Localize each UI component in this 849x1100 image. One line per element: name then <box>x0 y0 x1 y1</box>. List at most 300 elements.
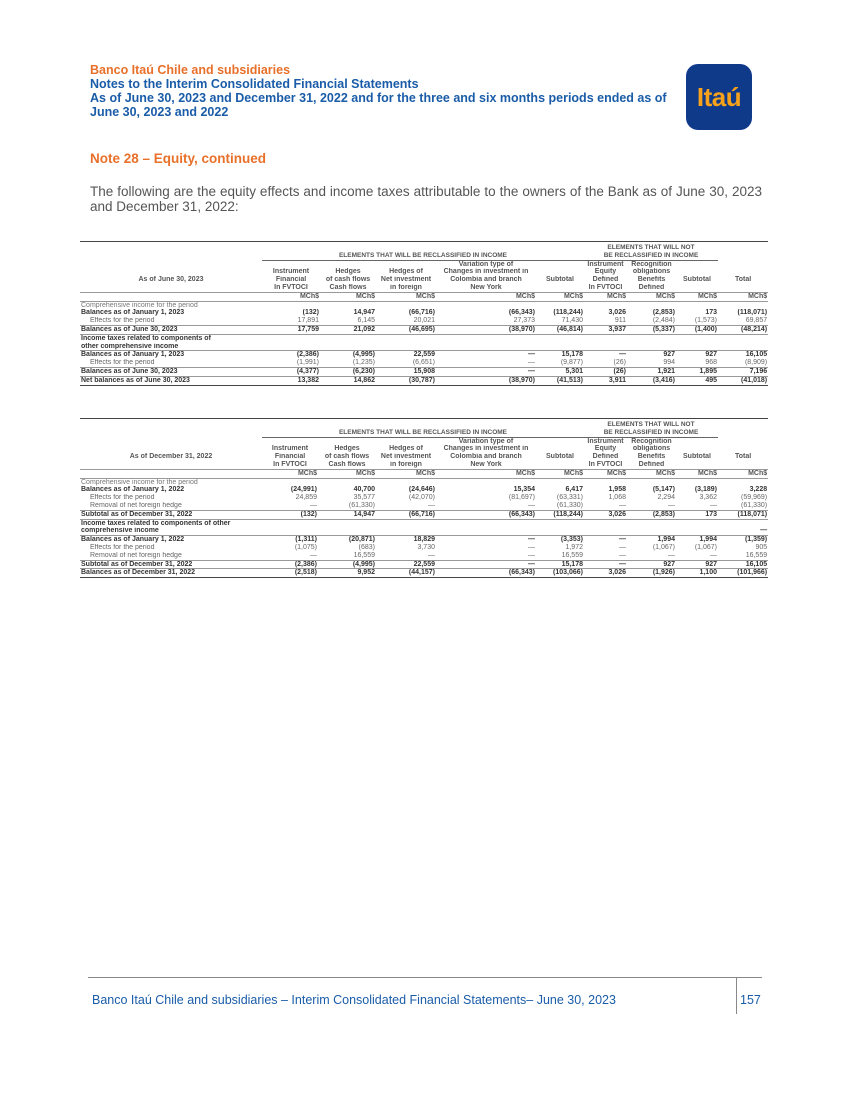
column-header-5 <box>536 437 584 445</box>
column-header-7: obligations <box>632 268 671 276</box>
value-cell: (5,337) <box>627 325 676 334</box>
column-header-row <box>80 268 768 276</box>
table-row <box>80 510 768 519</box>
column-header-1: Instrument <box>271 445 309 453</box>
row-label: Income taxes related to components of <box>80 334 262 342</box>
value-cell: (1,075) <box>294 543 317 551</box>
table-row <box>80 519 768 527</box>
value-cell: 16,105 <box>718 351 768 359</box>
column-header-8 <box>676 268 718 276</box>
value-cell: 14,862 <box>320 376 376 385</box>
column-header-3 <box>376 437 436 445</box>
value-cell: (61,330) <box>741 501 768 509</box>
value-cell <box>536 527 584 535</box>
row-label: Balances as of December 31, 2022 <box>80 569 262 578</box>
value-cell <box>376 343 436 351</box>
value-cell: (118,244) <box>553 309 583 317</box>
value-cell <box>262 527 318 535</box>
value-cell: (2,386) <box>262 560 318 569</box>
table-row <box>80 486 768 494</box>
value-cell: — <box>710 551 717 559</box>
logo-text: Itaú <box>696 81 742 112</box>
table-row <box>80 317 768 325</box>
value-cell: 69,857 <box>745 317 768 325</box>
table-row <box>80 478 768 486</box>
value-cell <box>318 478 376 486</box>
column-header-3: in foreign <box>390 283 422 291</box>
row-label: Subtotal as of December 31, 2022 <box>80 510 262 519</box>
value-cell <box>676 478 718 486</box>
unit-cell: MCh$ <box>676 292 718 301</box>
footer-divider <box>736 977 737 1014</box>
column-header-row <box>80 453 768 461</box>
row-label: Income taxes related to components of other <box>80 519 262 527</box>
value-cell: 22,559 <box>376 351 436 359</box>
column-header-7: Benefits <box>637 453 666 461</box>
value-cell: (1,573) <box>694 317 717 325</box>
table-row <box>80 359 768 367</box>
unit-cell: MCh$ <box>318 469 376 478</box>
value-cell: (4,377) <box>262 367 320 376</box>
value-cell: — <box>528 359 535 367</box>
row-label: Comprehensive income for the period <box>81 478 198 486</box>
column-header-3: in foreign <box>390 460 422 468</box>
value-cell: 927 <box>627 560 676 569</box>
value-cell: 1,068 <box>608 494 626 502</box>
column-header-6: Equity <box>594 268 617 276</box>
value-cell: 927 <box>676 560 718 569</box>
value-cell: — <box>528 501 535 509</box>
column-header-2: of cash flows <box>325 276 371 284</box>
value-cell: 22,559 <box>376 560 436 569</box>
value-cell: (41,513) <box>536 376 584 385</box>
unit-cell: MCh$ <box>627 292 676 301</box>
value-cell <box>718 478 768 486</box>
group-reclassified: ELEMENTS THAT WILL BE RECLASSIFIED IN INCOME <box>262 252 584 260</box>
column-header-1 <box>262 261 320 269</box>
unit-cell: MCh$ <box>676 469 718 478</box>
column-header-8: Subtotal <box>683 276 711 284</box>
value-cell: 3,937 <box>584 325 627 334</box>
value-cell: (4,995) <box>318 560 376 569</box>
value-cell: (9,877) <box>560 359 583 367</box>
value-cell <box>536 301 584 309</box>
value-cell: — <box>584 536 627 544</box>
value-cell <box>627 478 676 486</box>
value-cell: 927 <box>676 351 718 359</box>
value-cell: 1,895 <box>676 367 718 376</box>
unit-cell: MCh$ <box>536 292 584 301</box>
unit-cell: MCh$ <box>718 469 768 478</box>
unit-cell: MCh$ <box>584 469 627 478</box>
value-cell <box>376 527 436 535</box>
value-cell: — <box>436 351 536 359</box>
value-cell: 27,373 <box>513 317 535 325</box>
column-header-8 <box>676 437 718 445</box>
column-header-1: In FVTOCI <box>273 460 307 468</box>
value-cell <box>584 334 627 342</box>
header-spacer <box>80 445 262 453</box>
value-cell: (48,214) <box>718 325 768 334</box>
column-header-7: Recognition <box>631 437 672 445</box>
column-header-9 <box>718 461 768 469</box>
value-cell <box>676 527 718 535</box>
value-cell: 5,301 <box>536 367 584 376</box>
value-cell: 9,952 <box>318 569 376 578</box>
column-header-6: Instrument <box>587 437 624 445</box>
column-header-9 <box>718 261 768 269</box>
value-cell <box>584 343 627 351</box>
group-not-reclassified-line1: ELEMENTS THAT WILL NOT <box>607 244 695 251</box>
footer-rule <box>88 977 762 978</box>
value-cell: 16,559 <box>561 551 583 559</box>
value-cell <box>376 519 436 527</box>
value-cell: — <box>619 551 626 559</box>
value-cell: (1,400) <box>676 325 718 334</box>
table-row <box>80 309 768 317</box>
equity-table-june-2023 <box>80 241 768 386</box>
unit-cell: MCh$ <box>627 469 676 478</box>
table-row <box>80 536 768 544</box>
value-cell: (101,966) <box>718 569 768 578</box>
page-number: 157 <box>740 993 761 1007</box>
value-cell: (26) <box>584 367 627 376</box>
column-header-6: Equity <box>594 445 617 453</box>
value-cell: 927 <box>627 351 676 359</box>
column-header-9: Total <box>734 276 752 284</box>
intro-paragraph: The following are the equity effects and income taxes attributable to the owners of the Bank as of June 30, 2023 and December 31, 2022: <box>90 184 762 214</box>
value-cell: (24,991) <box>290 486 317 494</box>
value-cell: (1,067) <box>652 543 675 551</box>
value-cell: 16,559 <box>353 551 375 559</box>
value-cell: (132) <box>302 309 319 317</box>
unit-cell: MCh$ <box>320 292 376 301</box>
value-cell <box>627 527 676 535</box>
value-cell: (118,244) <box>536 510 584 519</box>
value-cell: — <box>584 351 627 359</box>
table-row <box>80 569 768 578</box>
value-cell: (1,926) <box>627 569 676 578</box>
value-cell: — <box>428 551 435 559</box>
header-spacer <box>80 268 262 276</box>
row-label: Net balances as of June 30, 2023 <box>80 376 262 385</box>
column-header-4: Changes in investment in <box>443 268 529 276</box>
value-cell: 35,577 <box>353 494 375 502</box>
value-cell <box>436 301 536 309</box>
value-cell: — <box>710 501 717 509</box>
value-cell <box>262 301 320 309</box>
value-cell: (683) <box>358 543 375 551</box>
value-cell: (2,518) <box>262 569 318 578</box>
row-label: Removal of net foreign hedge <box>90 551 182 559</box>
column-header-4: New York <box>470 283 502 291</box>
value-cell: — <box>436 367 536 376</box>
column-header-row <box>80 445 768 453</box>
period-label: As of June 30, 2023 <box>138 276 204 284</box>
unit-cell: MCh$ <box>376 469 436 478</box>
value-cell: 17,759 <box>262 325 320 334</box>
value-cell <box>376 334 436 342</box>
company-name: Banco Itaú Chile and subsidiaries <box>90 63 291 77</box>
column-header-7: Recognition <box>631 260 672 268</box>
value-cell: 6,417 <box>565 486 583 494</box>
value-cell <box>436 519 536 527</box>
value-cell: (26) <box>613 359 626 367</box>
row-label: Effects for the period <box>90 317 155 325</box>
value-cell: (8,909) <box>744 359 768 367</box>
value-cell: 3,228 <box>749 486 768 494</box>
row-label: Subtotal as of December 31, 2022 <box>80 560 262 569</box>
value-cell <box>676 343 718 351</box>
column-header-8 <box>676 461 718 469</box>
table-row <box>80 351 768 359</box>
value-cell: (3,189) <box>694 486 717 494</box>
value-cell: 1,994 <box>627 536 676 544</box>
column-header-4: Variation type of <box>458 437 514 445</box>
value-cell <box>318 527 376 535</box>
value-cell: — <box>619 543 626 551</box>
column-header-6: In FVTOCI <box>588 460 623 468</box>
column-header-4: Colombia and branch <box>450 453 522 461</box>
value-cell: 994 <box>663 359 675 367</box>
value-cell <box>584 301 627 309</box>
value-cell: (118,071) <box>737 309 768 317</box>
value-cell: — <box>436 536 536 544</box>
value-cell: 6,145 <box>357 317 375 325</box>
group-reclassified: ELEMENTS THAT WILL BE RECLASSIFIED IN INCOME <box>262 429 584 437</box>
value-cell: 71,430 <box>561 317 583 325</box>
table-row <box>80 334 768 342</box>
units-row <box>80 292 768 301</box>
value-cell: (2,484) <box>652 317 675 325</box>
value-cell: — <box>668 501 675 509</box>
table-row <box>80 343 768 351</box>
value-cell: 3,026 <box>608 309 626 317</box>
value-cell: (66,343) <box>508 309 535 317</box>
unit-cell: MCh$ <box>436 292 536 301</box>
table-row <box>80 367 768 376</box>
unit-cell: MCh$ <box>436 469 536 478</box>
value-cell: (6,651) <box>412 359 435 367</box>
row-label: Comprehensive income for the period <box>81 301 198 309</box>
value-cell: (63,331) <box>556 494 583 502</box>
value-cell <box>320 301 376 309</box>
value-cell <box>376 301 436 309</box>
column-header-5 <box>536 461 584 469</box>
value-cell: 911 <box>614 317 626 325</box>
column-header-row <box>80 261 768 269</box>
value-cell: 173 <box>705 309 717 317</box>
column-header-2: Cash flows <box>328 460 366 468</box>
column-header-8 <box>676 284 718 292</box>
value-cell: 17,891 <box>297 317 319 325</box>
column-header-1: Instrument <box>272 268 310 276</box>
value-cell: — <box>528 543 535 551</box>
value-cell: 14,947 <box>318 510 376 519</box>
value-cell: (38,970) <box>436 376 536 385</box>
value-cell: 495 <box>676 376 718 385</box>
unit-cell: MCh$ <box>262 469 318 478</box>
column-header-3: Hedges of <box>389 268 423 276</box>
value-cell: 15,908 <box>376 367 436 376</box>
row-label: Effects for the period <box>90 543 155 551</box>
row-label: other comprehensive income <box>81 342 179 350</box>
value-cell: 14,947 <box>353 309 375 317</box>
column-header-row <box>80 461 768 469</box>
value-cell: 7,196 <box>718 367 768 376</box>
value-cell <box>436 343 536 351</box>
value-cell: 15,178 <box>536 351 584 359</box>
column-header-1: Financial <box>275 276 307 284</box>
value-cell <box>584 478 627 486</box>
value-cell: 968 <box>705 359 717 367</box>
column-header-7: Defined <box>638 460 665 468</box>
column-header-row <box>80 284 768 292</box>
column-header-1: In FVTOCI <box>274 283 308 291</box>
value-cell: (3,416) <box>627 376 676 385</box>
column-header-2 <box>318 437 376 445</box>
value-cell: 2,294 <box>657 494 675 502</box>
column-header-1: Financial <box>274 453 306 461</box>
column-header-4: Variation type of <box>458 260 514 268</box>
value-cell <box>676 301 718 309</box>
value-cell: 13,382 <box>262 376 320 385</box>
table-row <box>80 544 768 552</box>
notes-title: Notes to the Interim Consolidated Financial Statements <box>90 77 419 91</box>
group-not-reclassified-line2: BE RECLASSIFIED IN INCOME <box>584 429 718 437</box>
unit-cell: MCh$ <box>718 292 768 301</box>
table-row <box>80 552 768 560</box>
value-cell: (30,787) <box>376 376 436 385</box>
row-label: Balances as of January 1, 2022 <box>80 536 262 544</box>
value-cell: (2,853) <box>627 510 676 519</box>
column-header-5: Subtotal <box>546 453 574 461</box>
value-cell <box>536 334 584 342</box>
value-cell: 15,178 <box>536 560 584 569</box>
period-line-1: As of June 30, 2023 and December 31, 2022 and for the three and six months periods ended as of <box>90 91 667 105</box>
value-cell <box>718 519 768 527</box>
column-header-3: Net investment <box>380 276 432 284</box>
column-header-7: Defined <box>638 283 665 291</box>
value-cell <box>436 334 536 342</box>
value-cell: — <box>428 501 435 509</box>
value-cell: 21,092 <box>320 325 376 334</box>
equity-table-december-2022 <box>80 418 768 578</box>
value-cell <box>584 519 627 527</box>
column-header-4: New York <box>470 460 502 468</box>
value-cell <box>627 519 676 527</box>
table-row <box>80 301 768 309</box>
value-cell <box>676 519 718 527</box>
value-cell: (66,716) <box>376 510 436 519</box>
value-cell: — <box>436 560 536 569</box>
document-header <box>90 63 680 119</box>
value-cell: — <box>310 501 317 509</box>
value-cell: 16,559 <box>745 551 768 559</box>
value-cell <box>320 343 376 351</box>
row-label: Balances as of June 30, 2023 <box>80 325 262 334</box>
row-label: Balances as of January 1, 2023 <box>80 351 262 359</box>
column-header-7: Benefits <box>637 276 666 284</box>
row-label: Balances as of January 1, 2023 <box>81 309 185 317</box>
group-not-reclassified-line2: BE RECLASSIFIED IN INCOME <box>584 252 718 260</box>
value-cell: (1,359) <box>718 536 768 544</box>
column-header-9 <box>718 284 768 292</box>
value-cell <box>584 527 627 535</box>
value-cell: (1,235) <box>352 359 375 367</box>
column-header-2: Cash flows <box>329 283 367 291</box>
value-cell: 1,972 <box>565 543 583 551</box>
column-header-9: Total <box>734 453 752 461</box>
column-header-2: of cash flows <box>324 453 370 461</box>
value-cell <box>436 527 536 535</box>
column-header-5 <box>536 261 584 269</box>
unit-cell: MCh$ <box>262 292 320 301</box>
value-cell <box>436 478 536 486</box>
value-cell: 3,911 <box>584 376 627 385</box>
value-cell <box>627 343 676 351</box>
value-cell: — <box>668 551 675 559</box>
value-cell <box>262 343 320 351</box>
table-row <box>80 325 768 334</box>
value-cell: (46,695) <box>376 325 436 334</box>
column-header-8 <box>676 445 718 453</box>
value-cell <box>718 301 768 309</box>
value-cell <box>718 343 768 351</box>
column-header-6: Instrument <box>587 260 624 268</box>
value-cell: (66,343) <box>436 510 536 519</box>
value-cell: (44,157) <box>376 569 436 578</box>
value-cell: 24,859 <box>295 494 317 502</box>
column-header-6: Defined <box>592 453 619 461</box>
column-header-6: In FVTOCI <box>588 283 623 291</box>
value-cell: — <box>760 527 768 535</box>
column-header-5 <box>536 268 584 276</box>
value-cell <box>718 334 768 342</box>
value-cell: 173 <box>676 510 718 519</box>
column-header-3: Hedges of <box>389 445 423 453</box>
column-header-9 <box>718 437 768 445</box>
value-cell <box>676 334 718 342</box>
column-header-3: Net investment <box>380 453 432 461</box>
value-cell: 905 <box>755 543 768 551</box>
column-header-5 <box>536 445 584 453</box>
note-title: Note 28 – Equity, continued <box>90 151 267 166</box>
value-cell <box>318 519 376 527</box>
header-spacer <box>80 261 262 269</box>
column-header-3 <box>376 261 436 269</box>
value-cell <box>536 343 584 351</box>
value-cell: (4,995) <box>320 351 376 359</box>
value-cell <box>262 334 320 342</box>
column-header-7: obligations <box>632 445 671 453</box>
value-cell: (66,716) <box>408 309 435 317</box>
column-header-2: Hedges <box>335 268 361 276</box>
value-cell: (38,970) <box>436 325 536 334</box>
value-cell: 3,730 <box>417 543 435 551</box>
value-cell <box>262 519 318 527</box>
value-cell: 3,026 <box>584 510 627 519</box>
column-header-2 <box>320 261 376 269</box>
value-cell <box>262 478 318 486</box>
row-label: Balances as of June 30, 2023 <box>80 367 262 376</box>
value-cell: 15,354 <box>513 486 535 494</box>
column-header-5 <box>536 284 584 292</box>
value-cell: (2,386) <box>262 351 320 359</box>
value-cell: 3,026 <box>584 569 627 578</box>
value-cell: 1,958 <box>608 486 626 494</box>
value-cell: — <box>528 551 535 559</box>
